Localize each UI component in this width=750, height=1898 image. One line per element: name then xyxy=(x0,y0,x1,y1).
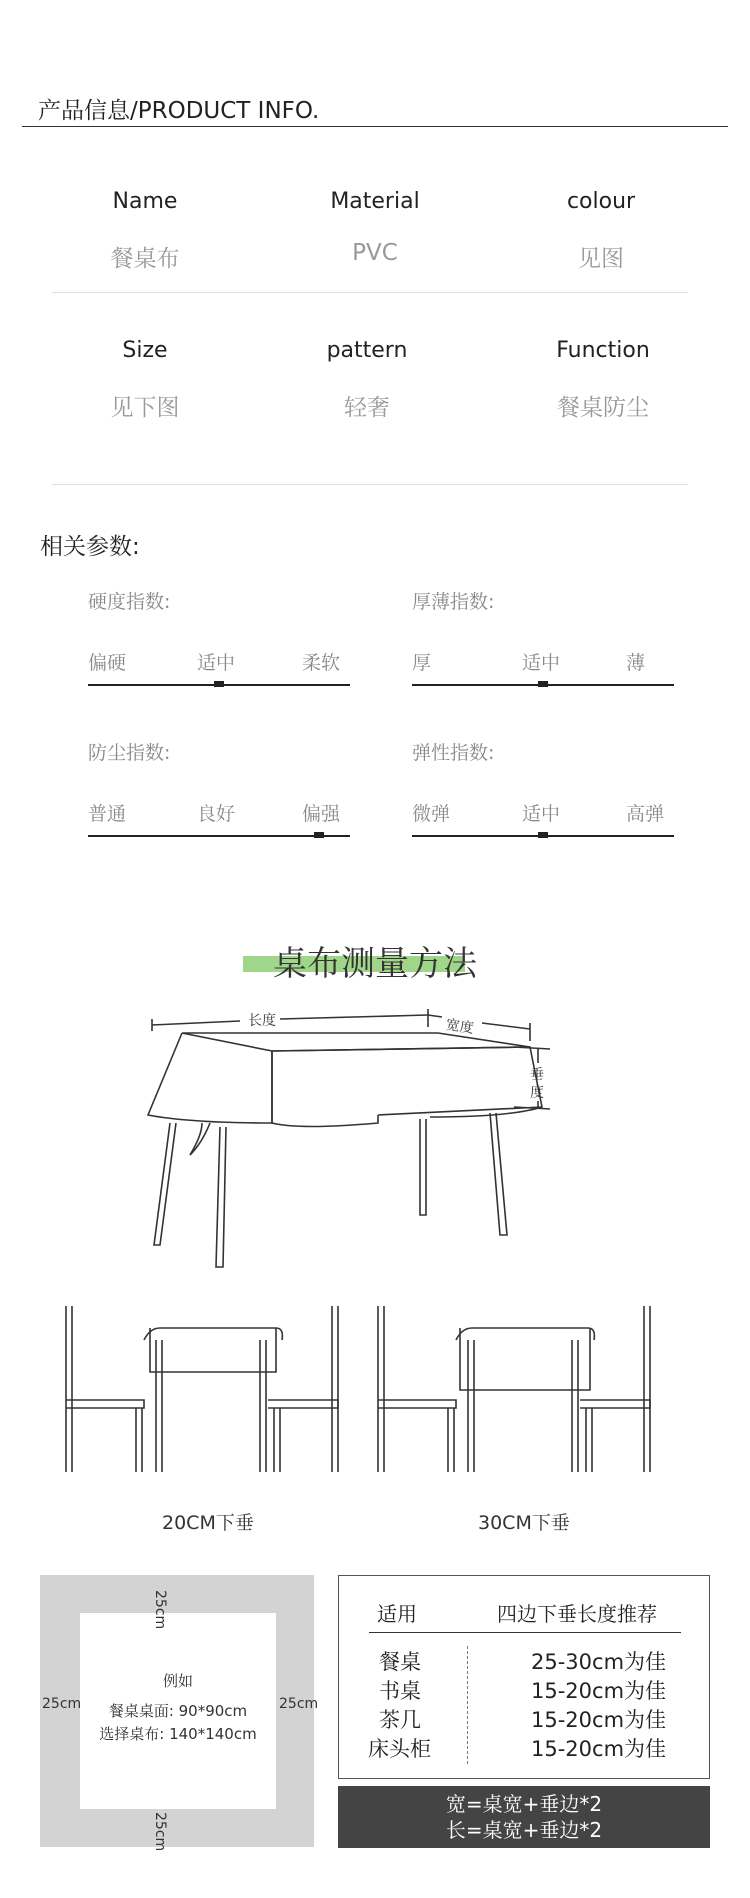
param-label: 普通 xyxy=(88,803,127,825)
table-divider xyxy=(369,1632,681,1633)
param-name: 厚薄指数: xyxy=(412,591,495,613)
formula-width: 宽=桌宽+垂边*2 xyxy=(445,1792,603,1816)
example-title: 例如 xyxy=(162,1672,193,1690)
formula-box xyxy=(338,1786,710,1848)
info-label: Function xyxy=(556,338,650,363)
row-item: 茶几 xyxy=(379,1708,421,1732)
row-item: 书桌 xyxy=(379,1679,421,1703)
divider xyxy=(52,484,688,485)
dim-right: 25cm xyxy=(279,1696,319,1712)
param-scale xyxy=(412,835,674,837)
param-thickness xyxy=(412,587,674,686)
param-scale xyxy=(412,684,674,686)
param-dust xyxy=(88,738,350,837)
info-pattern xyxy=(262,338,472,422)
info-value: 见下图 xyxy=(110,395,180,421)
param-label: 高弹 xyxy=(626,803,665,825)
param-name: 防尘指数: xyxy=(88,742,171,764)
row-value: 15-20cm为佳 xyxy=(531,1708,667,1732)
row-item: 餐桌 xyxy=(379,1650,421,1674)
side-view-30cm xyxy=(372,1300,672,1480)
info-colour xyxy=(496,189,706,273)
table-head-right: 四边下垂长度推荐 xyxy=(497,1602,657,1626)
param-label: 良好 xyxy=(197,803,236,825)
param-labels xyxy=(88,648,350,674)
param-label: 偏强 xyxy=(302,803,341,825)
info-label: Size xyxy=(122,338,168,363)
divider xyxy=(22,126,728,127)
info-value: 轻奢 xyxy=(344,395,390,421)
info-material xyxy=(270,189,480,266)
param-name: 硬度指数: xyxy=(88,591,171,613)
example-line2: 选择桌布: 140*140cm xyxy=(99,1725,257,1743)
caption-30cm: 30CM下垂 xyxy=(478,1512,570,1534)
table-illustration xyxy=(130,995,560,1295)
param-labels xyxy=(88,799,350,825)
row-value: 15-20cm为佳 xyxy=(531,1679,667,1703)
drop-label-1: 垂 xyxy=(530,1066,544,1082)
info-label: colour xyxy=(566,189,636,214)
param-marker xyxy=(214,681,224,687)
info-value: 见图 xyxy=(578,246,624,272)
info-label: Name xyxy=(112,189,178,214)
param-label: 偏硬 xyxy=(88,652,127,674)
divider xyxy=(52,292,688,293)
info-size xyxy=(40,338,250,422)
param-scale xyxy=(88,835,350,837)
width-label: 宽度 xyxy=(444,1016,475,1036)
table-head-left: 适用 xyxy=(377,1602,417,1626)
param-marker xyxy=(538,832,548,838)
row-value: 25-30cm为佳 xyxy=(531,1650,667,1674)
info-name xyxy=(40,189,250,273)
param-label: 适中 xyxy=(522,652,561,674)
param-label: 薄 xyxy=(626,652,646,674)
param-label: 适中 xyxy=(197,652,236,674)
param-labels xyxy=(412,648,674,674)
dim-left: 25cm xyxy=(42,1696,82,1712)
side-view-20cm xyxy=(60,1300,360,1480)
info-value: PVC xyxy=(352,240,398,266)
info-value: 餐桌布 xyxy=(110,246,180,272)
param-marker xyxy=(538,681,548,687)
info-label: pattern xyxy=(326,338,408,363)
param-label: 微弹 xyxy=(412,803,451,825)
params-title: 相关参数: xyxy=(40,534,140,560)
example-line1: 餐桌桌面: 90*90cm xyxy=(108,1702,248,1720)
dim-top: 25cm xyxy=(152,1590,168,1630)
table-dashed-divider xyxy=(467,1646,468,1764)
info-value: 餐桌防尘 xyxy=(557,395,649,421)
drop-label-2: 度 xyxy=(530,1084,544,1100)
dim-bottom: 25cm xyxy=(152,1812,168,1852)
param-label: 适中 xyxy=(522,803,561,825)
formula-length: 长=桌宽+垂边*2 xyxy=(445,1818,603,1842)
info-label: Material xyxy=(330,189,420,214)
length-label: 长度 xyxy=(248,1012,276,1028)
param-label: 柔软 xyxy=(302,652,341,674)
param-labels xyxy=(412,799,674,825)
row-value: 15-20cm为佳 xyxy=(531,1737,667,1761)
caption-20cm: 20CM下垂 xyxy=(162,1512,254,1534)
param-hardness xyxy=(88,587,350,686)
param-name: 弹性指数: xyxy=(412,742,495,764)
section-title: 产品信息/PRODUCT INFO. xyxy=(38,98,320,124)
recommend-table xyxy=(338,1575,710,1779)
param-elasticity xyxy=(412,738,674,837)
param-scale xyxy=(88,684,350,686)
param-label: 厚 xyxy=(412,652,432,674)
param-marker xyxy=(314,832,324,838)
measure-title: 桌布测量方法 xyxy=(273,944,477,984)
info-function xyxy=(498,338,708,422)
row-item: 床头柜 xyxy=(368,1737,431,1761)
